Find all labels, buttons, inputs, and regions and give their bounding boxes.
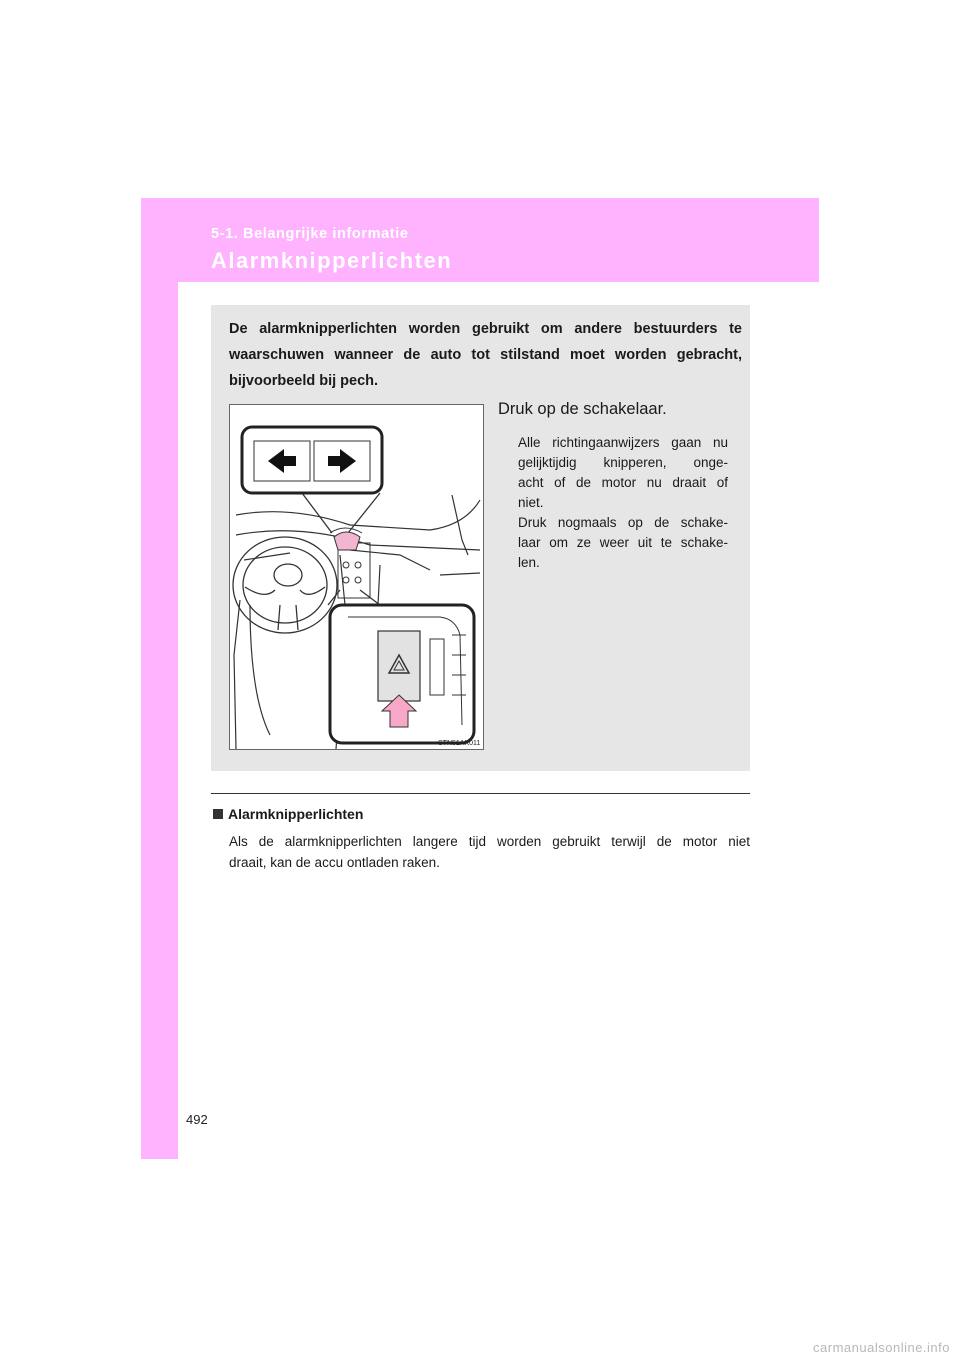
dashboard-drawing	[230, 405, 483, 749]
intro-line: waarschuwen wanneer de auto tot stilstand moet worden gebracht,	[229, 347, 742, 363]
intro-paragraph	[229, 316, 742, 394]
section-label: 5-1. Belangrijke informatie	[211, 226, 409, 242]
step-line: Alle richtingaanwijzers gaan nu	[518, 435, 728, 450]
step-line: niet.	[518, 495, 544, 510]
hazard-switch	[378, 631, 420, 701]
side-color-strip	[141, 198, 178, 1159]
watermark: carmanualsonline.info	[813, 1340, 950, 1355]
step-title: Druk op de schakelaar.	[498, 400, 667, 418]
switch-highlight	[334, 532, 360, 550]
note-heading-text: Alarmknipperlichten	[228, 806, 364, 822]
note-line: Als de alarmknipperlichten langere tijd worden gebruikt terwijl de motor niet	[229, 834, 750, 849]
steering-wheel	[233, 537, 337, 633]
note-paragraph	[229, 831, 750, 873]
step-line: acht of de motor nu draait of	[518, 475, 728, 490]
note-heading	[213, 806, 363, 822]
figure-code: STN51AK011	[438, 740, 481, 747]
intro-line: bijvoorbeeld bij pech.	[229, 373, 379, 389]
page-title: Alarmknipperlichten	[211, 248, 453, 273]
page-number: 492	[186, 1112, 208, 1127]
step-line: laar om ze weer uit te schake-	[518, 535, 728, 550]
top-leader	[302, 493, 380, 533]
step-description	[518, 433, 728, 573]
step-line: Druk nogmaals op de schake-	[518, 515, 728, 530]
square-bullet-icon	[213, 809, 223, 819]
step-line: gelijktijdig knipperen, onge-	[518, 455, 728, 470]
intro-line: De alarmknipperlichten worden gebruikt om andere bestuurders te	[229, 321, 742, 337]
section-divider	[211, 793, 750, 794]
turn-signal-callout	[242, 427, 382, 493]
note-line: draait, kan de accu ontladen raken.	[229, 855, 440, 870]
dashboard-illustration	[229, 404, 484, 750]
step-line: len.	[518, 555, 540, 570]
